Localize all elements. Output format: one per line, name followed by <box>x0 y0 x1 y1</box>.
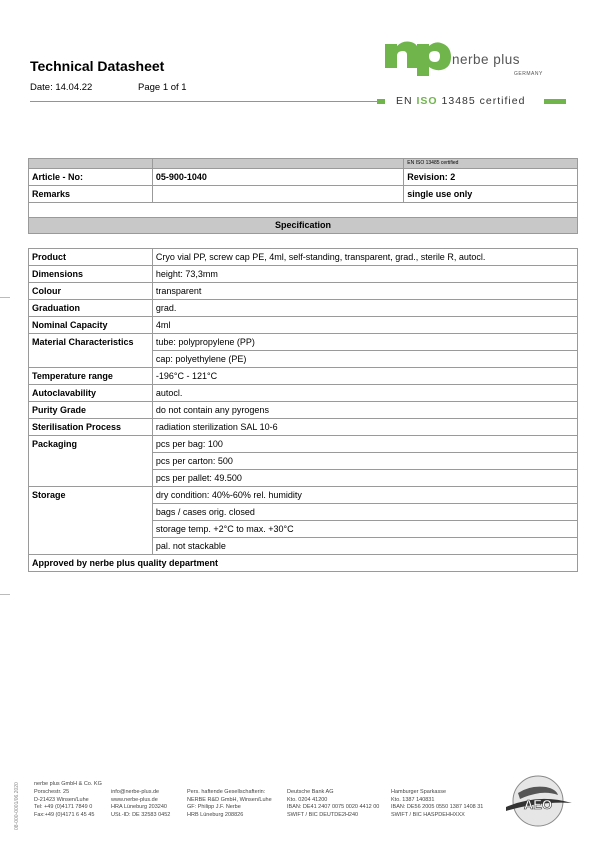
specification-table <box>28 248 578 572</box>
remarks-value: single use only <box>404 186 578 203</box>
iso-certified-label: EN ISO 13485 certified <box>396 95 526 107</box>
footer-bank-1: Deutsche Bank AG Kto. 0204 41200 IBAN: DE41 2407 0075 0020 4412 00 SWIFT / BIC DEUTDE2H240 <box>287 788 380 819</box>
graduation-value: grad. <box>152 300 577 317</box>
article-info-table <box>28 158 578 234</box>
page-number: Page 1 of 1 <box>138 82 187 93</box>
material-value-tube: tube: polypropylene (PP) <box>152 334 577 351</box>
table-row <box>29 368 578 385</box>
capacity-value: 4ml <box>152 317 577 334</box>
packaging-pallet: pcs per pallet: 49.500 <box>152 470 577 487</box>
remarks-row <box>29 186 578 203</box>
product-label: Product <box>29 249 153 266</box>
packaging-label: Packaging <box>29 436 153 487</box>
article-number: 05-900-1040 <box>152 169 403 186</box>
fold-mark <box>0 297 10 298</box>
dimensions-label: Dimensions <box>29 266 153 283</box>
temperature-label: Temperature range <box>29 368 153 385</box>
sterilisation-label: Sterilisation Process <box>29 419 153 436</box>
product-value: Cryo vial PP, screw cap PE, 4ml, self-standing, transparent, grad., sterile R, autocl. <box>152 249 577 266</box>
cert-row <box>29 159 578 169</box>
material-value-cap: cap: polyethylene (PE) <box>152 351 577 368</box>
graduation-label: Graduation <box>29 300 153 317</box>
table-row <box>29 283 578 300</box>
material-label: Material Characteristics <box>29 334 153 368</box>
nerbe-plus-logo-icon <box>383 36 453 76</box>
sterilisation-value: radiation sterilization SAL 10-6 <box>152 419 577 436</box>
footer-legal: Pers. haftende Gesellschafterin: NERBE R&D GmbH, Winsen/Luhe GF: Philipp J.F. Nerbe HRB Lüneburg 208826 <box>187 788 272 819</box>
autoclavability-label: Autoclavability <box>29 385 153 402</box>
capacity-label: Nominal Capacity <box>29 317 153 334</box>
colour-label: Colour <box>29 283 153 300</box>
storage-stacking: pal. not stackable <box>152 538 577 555</box>
aeo-text: AEO <box>523 797 553 812</box>
packaging-bag: pcs per bag: 100 <box>152 436 577 453</box>
document-title: Technical Datasheet <box>30 58 165 74</box>
document-date: Date: 14.04.22 <box>30 82 93 93</box>
table-row <box>29 266 578 283</box>
punch-mark <box>0 594 10 595</box>
temperature-value: -196°C - 121°C <box>152 368 577 385</box>
storage-label: Storage <box>29 487 153 555</box>
table-row <box>29 487 578 504</box>
table-row <box>29 249 578 266</box>
table-row <box>29 334 578 351</box>
approval-statement: Approved by nerbe plus quality department <box>29 555 578 572</box>
spacer-row <box>29 203 578 218</box>
specification-header: Specification <box>29 218 578 234</box>
autoclavability-value: autocl. <box>152 385 577 402</box>
remarks-label: Remarks <box>29 186 153 203</box>
table-row <box>29 436 578 453</box>
revision: Revision: 2 <box>404 169 578 186</box>
table-row <box>29 317 578 334</box>
accent-bar-left <box>377 99 385 104</box>
specification-header-row <box>29 218 578 234</box>
purity-label: Purity Grade <box>29 402 153 419</box>
table-row <box>29 385 578 402</box>
storage-closed: bags / cases orig. closed <box>152 504 577 521</box>
header-divider <box>30 101 385 102</box>
footer-company: nerbe plus GmbH & Co. KG Porschestr. 25 D-21423 Winsen/Luhe Tel: +49 (0)4171 7849 0 Fax:+49 (0)4171 6 45 45 <box>34 781 102 819</box>
footer-contact: info@nerbe-plus.de www.nerbe-plus.de HRA Lüneburg 203240 USt.-ID: DE 32583 0452 <box>111 788 171 819</box>
colour-value: transparent <box>152 283 577 300</box>
table-row <box>29 555 578 572</box>
footer-bank-2: Hamburger Sparkasse Kto. 1387 140831 IBAN: DE56 2005 0550 1387 1408 31 SWIFT / BIC HASPDEHHXXX <box>391 788 484 819</box>
accent-bar-right <box>544 99 566 104</box>
cert-small-text: EN ISO 13485 certified <box>404 159 578 169</box>
table-row <box>29 300 578 317</box>
aeo-seal-icon <box>500 773 576 829</box>
doc-code-vertical: 08-000-0001/06.2020 <box>14 782 20 830</box>
brand-country: GERMANY <box>514 71 543 77</box>
dimensions-value: height: 73,3mm <box>152 266 577 283</box>
storage-temperature: storage temp. +2°C to max. +30°C <box>152 521 577 538</box>
article-row <box>29 169 578 186</box>
brand-name: nerbe plus <box>452 52 521 67</box>
table-row <box>29 419 578 436</box>
article-label: Article - No: <box>29 169 153 186</box>
table-row <box>29 402 578 419</box>
purity-value: do not contain any pyrogens <box>152 402 577 419</box>
storage-humidity: dry condition: 40%-60% rel. humidity <box>152 487 577 504</box>
packaging-carton: pcs per carton: 500 <box>152 453 577 470</box>
